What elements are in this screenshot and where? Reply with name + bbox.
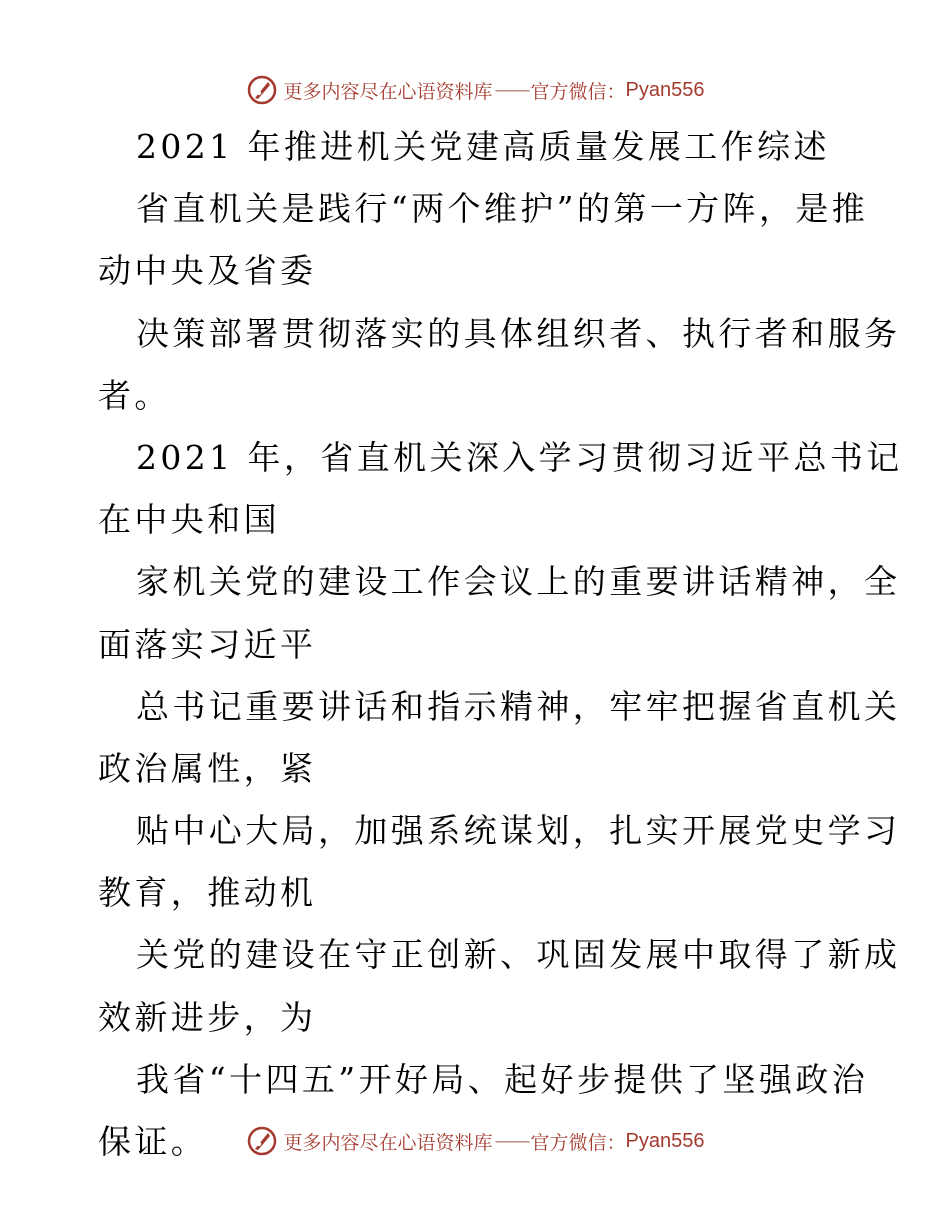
- document-title: 2021 年推进机关党建高质量发展工作综述: [136, 127, 830, 166]
- paragraph-line: 决策部署贯彻落实的具体组织者、执行者和服务: [136, 313, 901, 353]
- watermark-wechat-id: Pyan556: [625, 1129, 705, 1152]
- paragraph-line: 教育，推动机: [98, 873, 317, 913]
- watermark-header: [0, 70, 950, 110]
- quill-logo-icon: [246, 74, 278, 106]
- paragraph-line: 省直机关是践行“两个维护”的第一方阵，是推: [136, 189, 869, 229]
- paragraph-line: 效新进步，为: [98, 997, 317, 1037]
- watermark-text: 更多内容尽在心语资料库: [283, 80, 493, 103]
- paragraph-line: 在中央和国: [98, 500, 280, 540]
- paragraph-line: 总书记重要讲话和指示精神，牢牢把握省直机关: [136, 686, 901, 726]
- paragraph-line: 我省“十四五”开好局、起好步提供了坚强政治: [136, 1059, 869, 1099]
- paragraph-line: 保证。: [98, 1122, 208, 1161]
- paragraph-line: 政治属性，紧: [98, 748, 317, 788]
- quill-logo-icon: [246, 1125, 278, 1157]
- paragraph-line: 面落实习近平: [98, 624, 317, 664]
- paragraph-line: 贴中心大局，加强系统谋划，扎实开展党史学习: [136, 811, 901, 851]
- paragraph-line: 关党的建设在守正创新、巩固发展中取得了新成: [136, 935, 901, 975]
- paragraph-line: 2021 年，省直机关深入学习贯彻习近平总书记: [136, 437, 903, 477]
- watermark-separator: ——: [494, 1130, 529, 1152]
- watermark-footer: [0, 1121, 950, 1161]
- document-body: [98, 116, 903, 1173]
- paragraph-line: 家机关党的建设工作会议上的重要讲话精神，全: [136, 562, 901, 602]
- watermark-separator: ——: [494, 79, 529, 101]
- watermark-wechat-label: 官方微信：: [530, 80, 626, 103]
- watermark-wechat-label: 官方微信：: [530, 1131, 626, 1154]
- watermark-text: 更多内容尽在心语资料库: [283, 1131, 493, 1154]
- paragraph-line: 动中央及省委: [98, 251, 317, 291]
- watermark-wechat-id: Pyan556: [625, 78, 705, 101]
- paragraph-line: 者。: [98, 375, 171, 415]
